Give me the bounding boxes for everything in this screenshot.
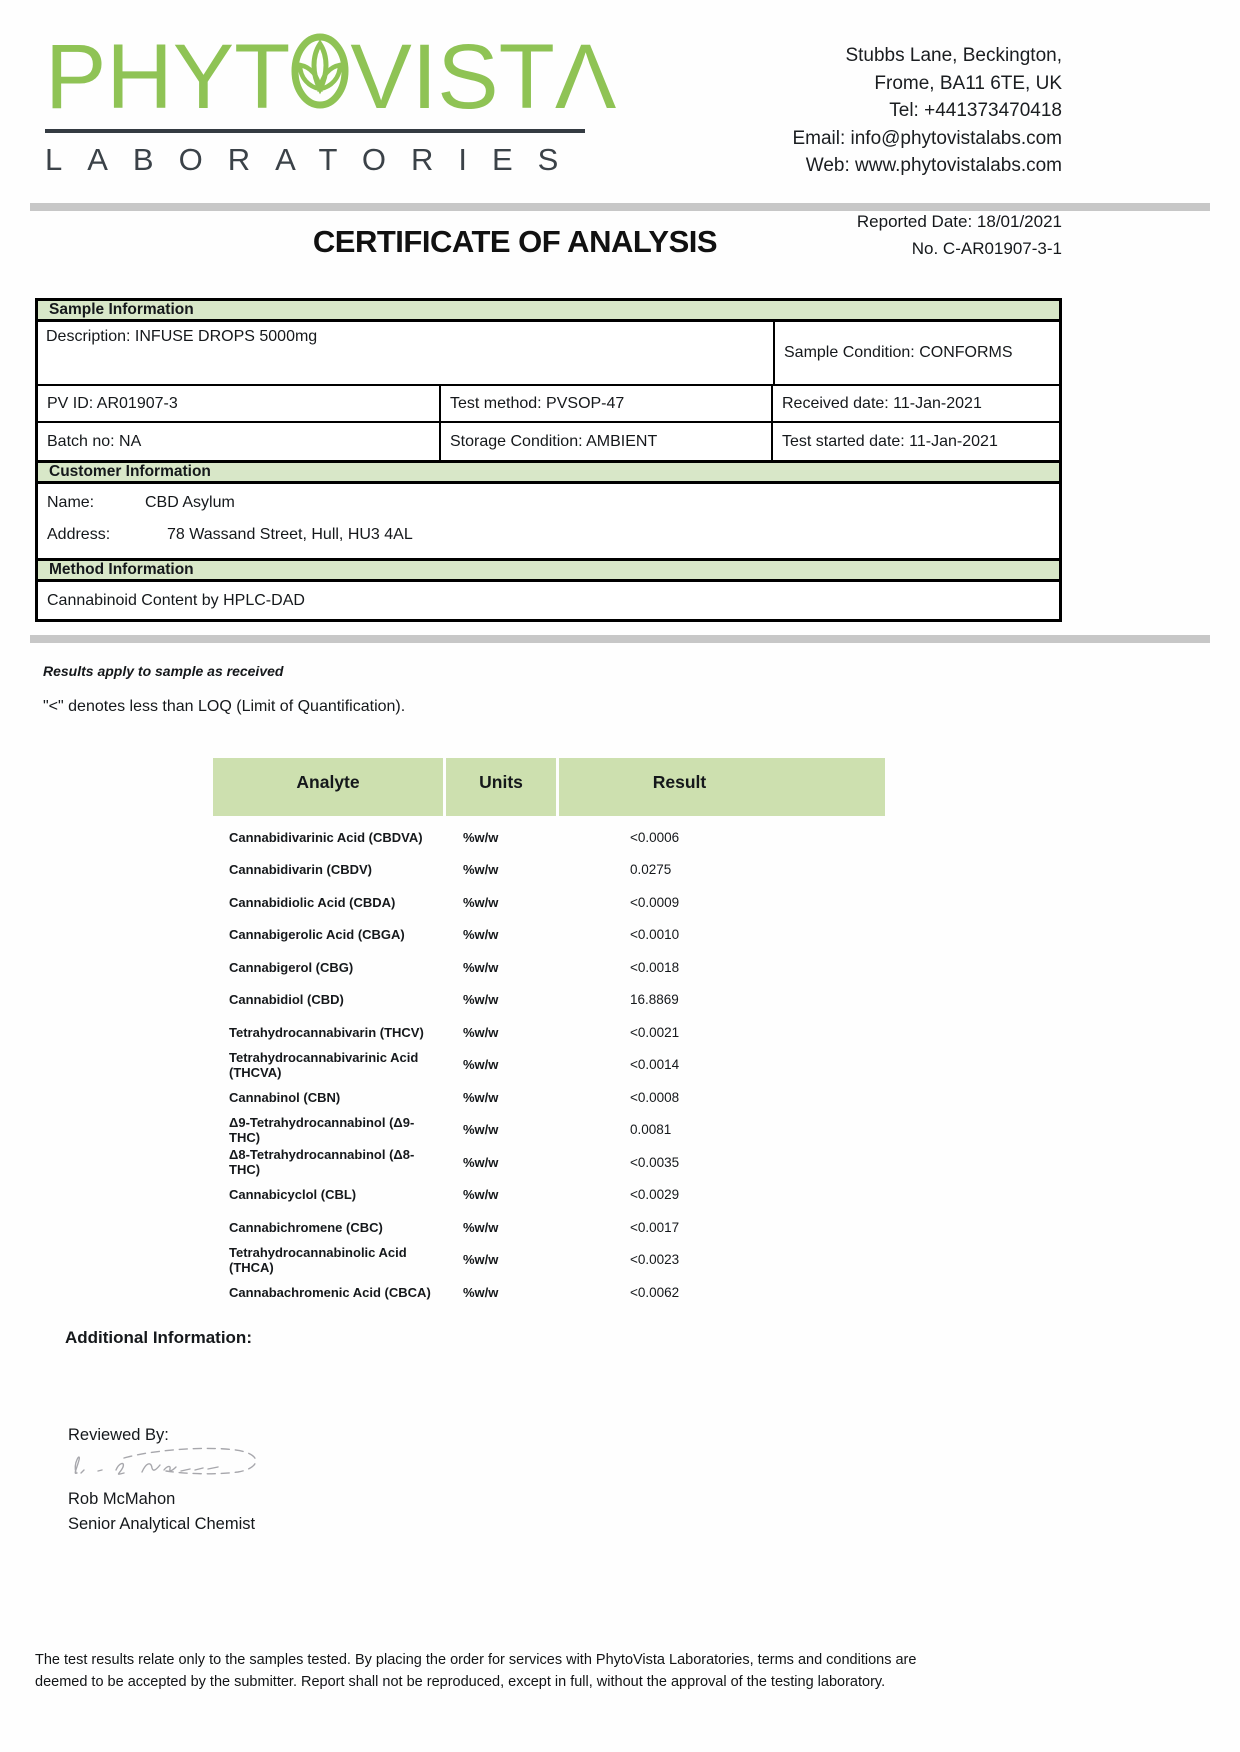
customer-name-label: Name: [47,494,95,511]
contact-phone: Tel: +441373470418 [889,100,1062,121]
analyte-cell: Cannabidivarin (CBDV) [229,862,373,878]
table-row [213,919,885,952]
test-method-cell: Test method: PVSOP-47 [441,386,773,421]
contact-web: Web: www.phytovistalabs.com [805,155,1062,176]
footer-disclaimer [35,1650,1215,1693]
sample-row-ids [38,386,1059,423]
customer-content [38,484,1059,561]
section-header-customer-information: Customer Information [38,463,1059,484]
analyte-cell: Cannabigerolic Acid (CBGA) [229,927,405,943]
units-cell: %w/w [463,959,499,975]
table-row [213,984,885,1017]
storage-condition-cell: Storage Condition: AMBIENT [441,423,773,460]
logo-text-suffix: VISTΛ [350,25,617,128]
customer-address-line [47,526,1051,544]
table-row [213,886,885,919]
units-cell: %w/w [463,1089,499,1105]
units-cell: %w/w [463,894,499,910]
results-note-loq: "<" denotes less than LOQ (Limit of Quantification). [43,698,406,715]
sample-row-batch [38,423,1059,463]
analyte-cell: Cannabidiolic Acid (CBDA) [229,894,396,910]
additional-information-label: Additional Information: [65,1328,252,1347]
logo-wordmark [45,25,617,128]
result-cell: <0.0010 [630,927,680,943]
header-result: Result [559,758,885,816]
analyte-cell: Cannabinol (CBN) [229,1089,341,1105]
logo-subtitle: LABORATORIES [45,142,584,177]
table-row [213,1211,885,1244]
contact-address-line2: Frome, BA11 6TE, UK [874,72,1062,94]
customer-address-value: 78 Wassand Street, Hull, HU3 4AL [167,526,413,543]
logo-text-prefix: PHYT [45,25,291,128]
result-cell: <0.0029 [630,1187,680,1203]
analyte-cell: Cannabichromene (CBC) [229,1219,383,1235]
result-cell: <0.0062 [630,1284,680,1300]
table-row [213,951,885,984]
result-cell: <0.0014 [630,1057,680,1073]
pv-id-cell: PV ID: AR01907-3 [38,386,441,421]
leaf-in-oval-icon [291,32,349,125]
table-row [213,821,885,854]
table-row [213,1081,885,1114]
lab-contact-block [792,42,1062,180]
table-row [213,1179,885,1212]
table-row [213,854,885,887]
sample-condition-cell: Sample Condition: CONFORMS [784,344,1013,361]
units-cell: %w/w [463,1122,499,1138]
table-row [213,1276,885,1309]
analyte-cell: Δ9-Tetrahydrocannabinol (Δ9-THC) [229,1114,415,1145]
signature-scribble [64,1440,274,1491]
result-cell: <0.0023 [630,1252,680,1268]
analyte-cell: Cannabidiol (CBD) [229,992,344,1008]
units-cell: %w/w [463,1252,499,1268]
analyte-cell: Tetrahydrocannabivarin (THCV) [229,1024,424,1040]
units-cell: %w/w [463,1154,499,1170]
table-row [213,1146,885,1179]
sample-row-description [38,322,1059,386]
units-cell: %w/w [463,992,499,1008]
report-number: No. C-AR01907-3-1 [911,239,1062,258]
info-sections [35,298,1062,622]
analyte-cell: Δ8-Tetrahydrocannabinol (Δ8-THC) [229,1147,415,1178]
table-row [213,1049,885,1082]
table-row [213,1244,885,1277]
result-cell: <0.0017 [630,1219,680,1235]
results-note-sample-received: Results apply to sample as received [43,663,284,679]
analyte-cell: Cannabicyclol (CBL) [229,1187,357,1203]
batch-no-cell: Batch no: NA [38,423,441,460]
section-header-method-information: Method Information [38,561,1059,582]
reported-date: Reported Date: 18/01/2021 [856,212,1062,231]
received-date-cell: Received date: 11-Jan-2021 [782,394,982,412]
page-title: CERTIFICATE OF ANALYSIS [312,224,718,259]
units-cell: %w/w [463,1219,499,1235]
header-units: Units [446,758,556,816]
customer-name-value: CBD Asylum [145,494,235,511]
table-row [213,1016,885,1049]
contact-email: Email: info@phytovistalabs.com [792,127,1062,149]
results-table [213,758,885,1309]
units-cell: %w/w [463,927,499,943]
analyte-cell: Tetrahydrocannabivarinic Acid (THCVA) [229,1049,419,1080]
test-started-date-cell: Test started date: 11-Jan-2021 [782,432,998,450]
analyte-cell: Cannabidivarinic Acid (CBDVA) [229,829,423,845]
table-row [213,1114,885,1147]
result-cell: <0.0018 [630,959,680,975]
footer-line1: The test results relate only to the samples tested. By placing the order for services with PhytoVista Laboratories, terms and conditions are [35,1652,917,1668]
middle-divider-bar [30,635,1210,643]
signatory-title: Senior Analytical Chemist [68,1515,256,1533]
result-cell: 0.0081 [630,1122,672,1138]
reviewed-by-label: Reviewed By: [68,1426,169,1444]
logo-divider [45,129,585,133]
result-cell: <0.0035 [630,1154,680,1170]
result-cell: <0.0008 [630,1089,680,1105]
result-cell: 0.0275 [630,862,672,878]
units-cell: %w/w [463,829,499,845]
units-cell: %w/w [463,1057,499,1073]
analyte-cell: Cannabachromenic Acid (CBCA) [229,1284,431,1300]
results-table-header [213,758,885,816]
footer-line2: deemed to be accepted by the submitter. Report shall not be reproduced, except in full, without the approval of the testing laboratory. [35,1673,886,1690]
units-cell: %w/w [463,862,499,878]
result-cell: <0.0009 [630,894,680,910]
description-cell: Description: INFUSE DROPS 5000mg [38,322,775,384]
analyte-cell: Cannabigerol (CBG) [229,959,354,975]
signatory-name: Rob McMahon [68,1490,176,1508]
contact-address-line1: Stubbs Lane, Beckington, [845,45,1062,66]
result-cell: <0.0006 [630,829,680,845]
customer-name-line [47,494,1051,512]
header-analyte: Analyte [213,758,443,816]
analyte-cell: Tetrahydrocannabinolic Acid (THCA) [229,1244,407,1275]
customer-address-label: Address: [47,526,111,543]
phytovista-logo [45,25,617,178]
method-content: Cannabinoid Content by HPLC-DAD [47,591,305,609]
units-cell: %w/w [463,1284,499,1300]
result-cell: 16.8869 [630,992,679,1008]
results-table-body [213,816,885,1309]
units-cell: %w/w [463,1024,499,1040]
units-cell: %w/w [463,1187,499,1203]
section-header-sample-information: Sample Information [38,301,1059,322]
result-cell: <0.0021 [630,1024,680,1040]
